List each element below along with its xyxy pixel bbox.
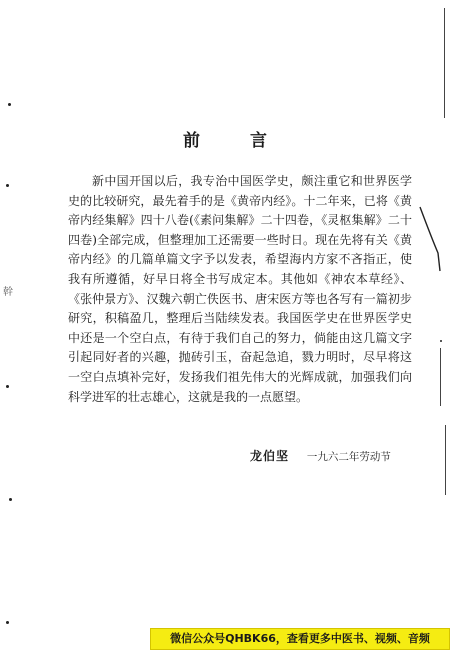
page-title: 前 言 xyxy=(183,131,289,151)
scan-edge-line xyxy=(444,8,445,118)
scan-speck xyxy=(9,498,12,501)
preface-body xyxy=(68,172,412,407)
scan-speck xyxy=(8,103,11,106)
margin-character: 幹 xyxy=(3,287,13,298)
scan-speck xyxy=(6,621,9,624)
author-name: 龙伯坚 xyxy=(250,449,290,463)
scan-edge-line xyxy=(445,425,446,495)
pen-mark xyxy=(418,205,442,275)
scan-edge-line xyxy=(440,348,441,406)
scan-speck xyxy=(440,340,442,342)
scan-speck xyxy=(6,184,9,187)
scan-speck xyxy=(6,385,9,388)
signature-line xyxy=(250,447,391,464)
promo-banner: 微信公众号QHBK66，查看更多中医书、视频、音频 xyxy=(150,628,450,650)
preface-paragraph: 新中国开国以后，我专治中国医学史，颇注重它和世界医学史的比较研究，最先着手的是《黄帝内经》。十二年来，已将《黄帝内经集解》四十八卷(《素问集解》二十四卷，《灵枢集解》二十四卷)全部完成，但整理加工还需要一些时日。现在先将有关《黄帝内经》的几篇单篇文字予以发表，希望海内方家不吝指正，使我有所遵循，好早日将全书写成定本。其他如《神农本草经》、《张仲景方》、汉魏六朝亡佚医书、唐宋医方等也各写有一篇初步研究，积稿盈几，整理后当陆续发表。我国医学史在世界医学史中还是一个空白点，有待于我们自己的努力，倘能由这几篇文字引起同好者的兴趣，抛砖引玉，奋起急追，戮力明时，尽早将这一空白点填补完好，发扬我们祖先伟大的光辉成就，加强我们向科学进军的壮志雄心，这就是我的一点愿望。 xyxy=(68,174,412,404)
signature-date: 一九六二年劳动节 xyxy=(306,451,391,463)
